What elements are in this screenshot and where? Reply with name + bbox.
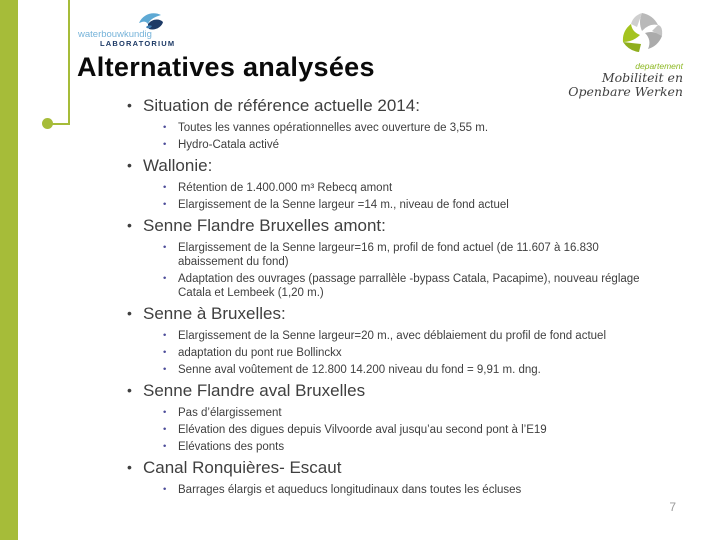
list-item-text: Adaptation des ouvrages (passage parrallèle -bypass Catala, Pacapime), nouveau réglage Catala et Lembeek (1,20 m.) bbox=[178, 273, 640, 299]
pinwheel-icon bbox=[619, 45, 665, 62]
list-item-text: Barrages élargis et aqueducs longitudinaux dans toutes les écluses bbox=[178, 484, 522, 496]
section-heading bbox=[0, 216, 720, 235]
list-item-text: Hydro-Catala activé bbox=[178, 139, 279, 151]
bullet-icon: • bbox=[163, 424, 167, 435]
section-heading bbox=[0, 156, 720, 175]
list-item-text: adaptation du pont rue Bollinckx bbox=[178, 347, 342, 359]
slide-body bbox=[0, 96, 720, 500]
section-heading-text: Canal Ronquières- Escaut bbox=[143, 458, 342, 477]
list-item-text: Elargissement de la Senne largeur =14 m., niveau de fond actuel bbox=[178, 199, 509, 211]
bullet-icon: • bbox=[163, 273, 167, 284]
bullet-icon: • bbox=[163, 182, 167, 193]
section-senne-bruxelles bbox=[0, 304, 720, 377]
list-item bbox=[0, 121, 720, 135]
section-heading-text: Senne Flandre Bruxelles amont: bbox=[143, 216, 386, 235]
bullet-icon: • bbox=[127, 97, 132, 113]
section-heading bbox=[0, 381, 720, 400]
list-item-text: Elargissement de la Senne largeur=16 m, profil de fond actuel (de 11.607 à 16.830 abaissement du fond) bbox=[178, 242, 599, 268]
section-wallonie bbox=[0, 156, 720, 212]
section-senne-flandre-aval bbox=[0, 381, 720, 454]
list-item bbox=[0, 138, 720, 152]
bullet-icon: • bbox=[127, 382, 132, 398]
bullet-icon: • bbox=[127, 217, 132, 233]
logo-text-mobiliteit: Mobiliteit en bbox=[601, 70, 683, 85]
list-item bbox=[0, 440, 720, 454]
section-heading-text: Situation de référence actuelle 2014: bbox=[143, 96, 420, 115]
list-item-text: Senne aval voûtement de 12.800 14.200 niveau du fond = 9,91 m. dng. bbox=[178, 364, 541, 376]
bullet-icon: • bbox=[163, 242, 167, 253]
bullet-icon: • bbox=[163, 122, 167, 133]
logo-text-departement: departement bbox=[635, 61, 683, 71]
section-heading bbox=[0, 96, 720, 115]
slide-title: Alternatives analysées bbox=[77, 52, 375, 82]
bullet-icon: • bbox=[163, 199, 167, 210]
page-number: 7 bbox=[669, 500, 676, 514]
section-heading-text: Senne à Bruxelles: bbox=[143, 304, 286, 323]
bullet-icon: • bbox=[163, 139, 167, 150]
list-item bbox=[0, 406, 720, 420]
list-item-text: Toutes les vannes opérationnelles avec ouverture de 3,55 m. bbox=[178, 122, 489, 134]
list-item bbox=[0, 272, 720, 300]
bullet-icon: • bbox=[127, 157, 132, 173]
list-item bbox=[0, 198, 720, 212]
bullet-icon: • bbox=[127, 305, 132, 321]
logo-text-openbare-werken: Openbare Werken bbox=[568, 84, 683, 99]
section-canal-ronquieres bbox=[0, 458, 720, 497]
list-item bbox=[0, 423, 720, 437]
list-item-text: Elévation des digues depuis Vilvoorde aval jusqu’au second pont à l’E19 bbox=[178, 424, 547, 436]
section-situation bbox=[0, 96, 720, 152]
list-item-text: Elargissement de la Senne largeur=20 m., avec déblaiement du profil de fond actuel bbox=[178, 330, 606, 342]
list-item bbox=[0, 181, 720, 195]
list-item bbox=[0, 346, 720, 360]
section-senne-flandre-amont bbox=[0, 216, 720, 300]
bullet-icon: • bbox=[163, 347, 167, 358]
section-heading-text: Senne Flandre aval Bruxelles bbox=[143, 381, 366, 400]
list-item bbox=[0, 329, 720, 343]
list-item-text: Elévations des ponts bbox=[178, 441, 285, 453]
list-item bbox=[0, 363, 720, 377]
logo-text-waterbouwkundig: waterbouwkundig bbox=[78, 29, 152, 40]
department-logo bbox=[523, 10, 683, 99]
list-item-text: Rétention de 1.400.000 m³ Rebecq amont bbox=[178, 182, 393, 194]
list-item bbox=[0, 483, 720, 497]
bullet-icon: • bbox=[163, 407, 167, 418]
logo-text-laboratorium: LABORATORIUM bbox=[100, 39, 176, 48]
bullet-icon: • bbox=[163, 484, 167, 495]
bullet-icon: • bbox=[127, 459, 132, 475]
bullet-icon: • bbox=[163, 441, 167, 452]
list-item-text: Pas d’élargissement bbox=[178, 407, 282, 419]
section-heading bbox=[0, 458, 720, 477]
section-heading bbox=[0, 304, 720, 323]
list-item bbox=[0, 241, 720, 269]
bullet-icon: • bbox=[163, 330, 167, 341]
section-heading-text: Wallonie: bbox=[143, 156, 213, 175]
bullet-icon: • bbox=[163, 364, 167, 375]
